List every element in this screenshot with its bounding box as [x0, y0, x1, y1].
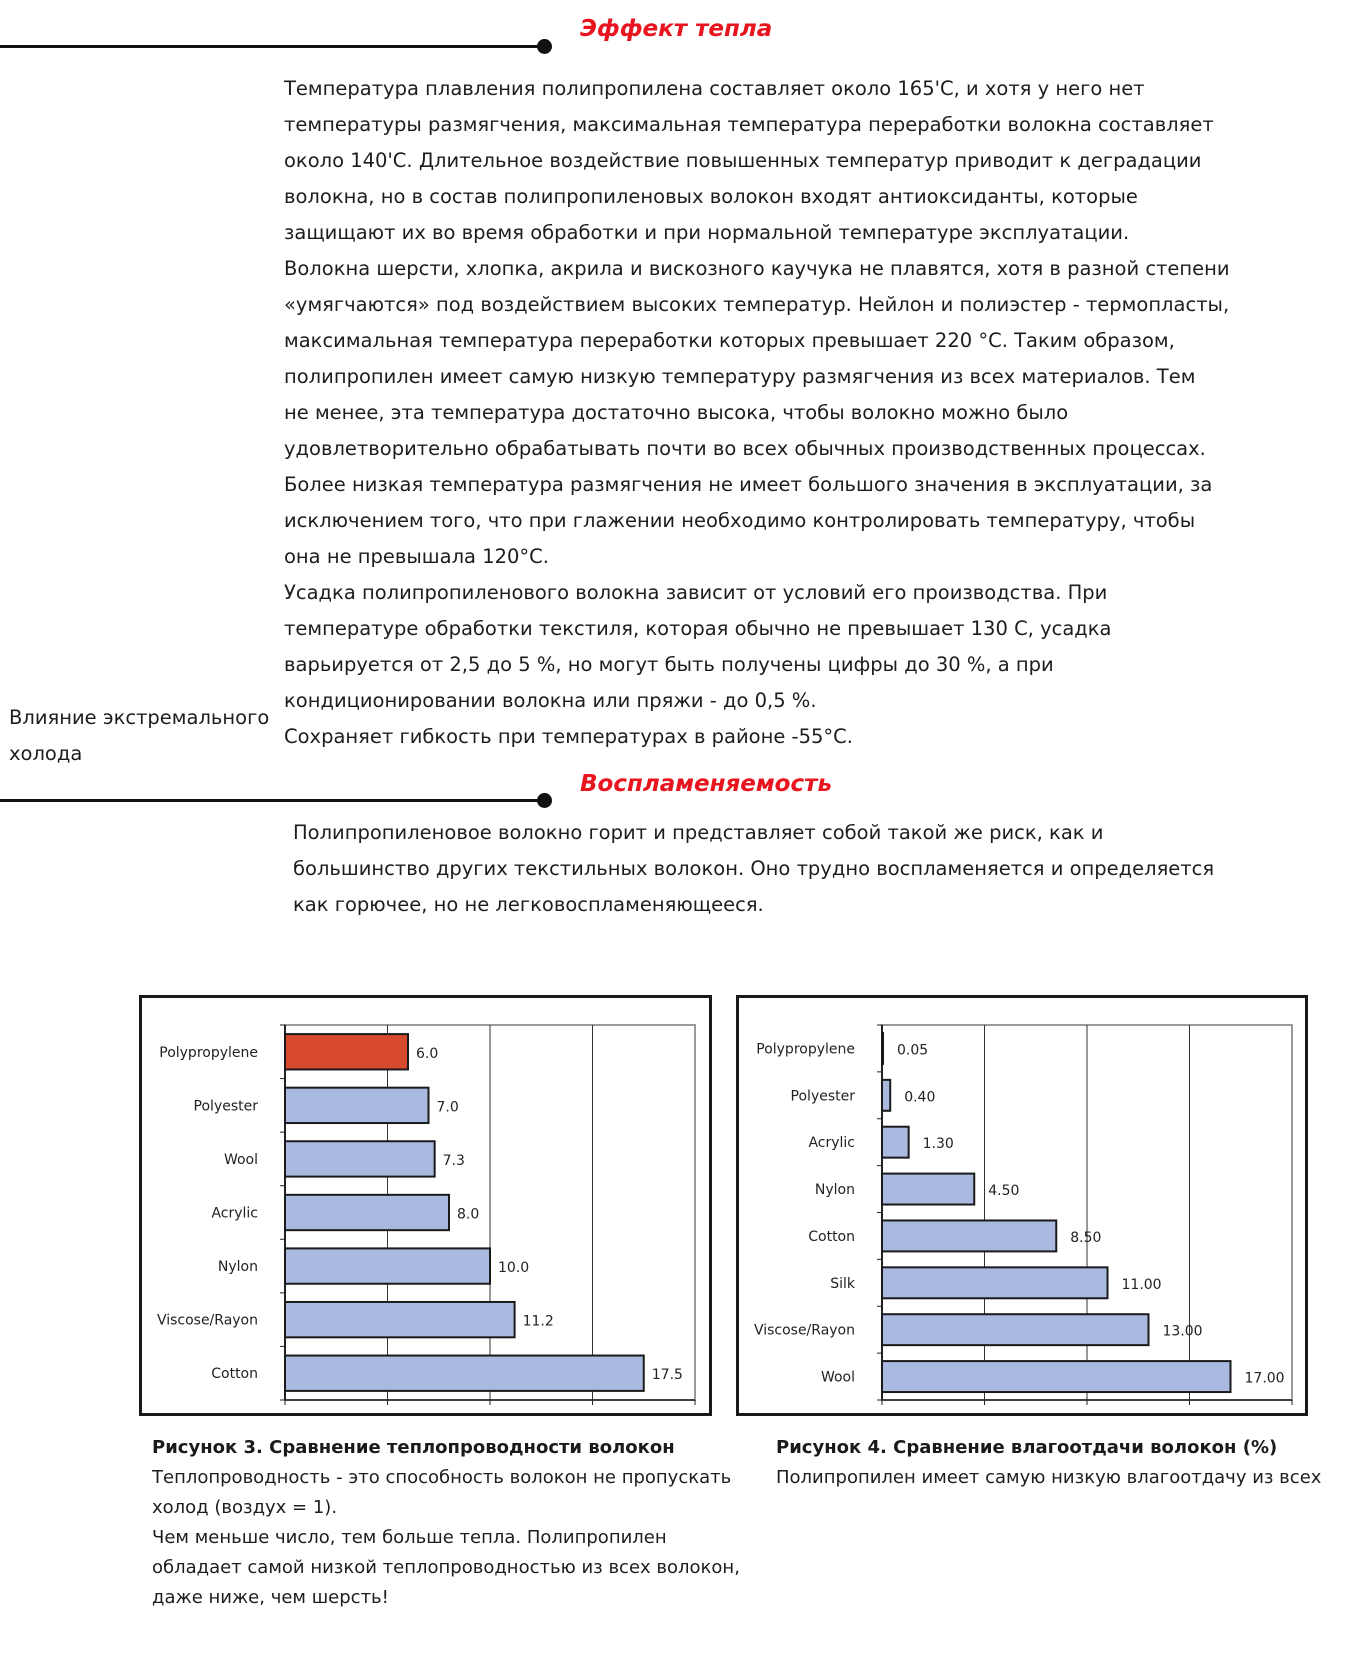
- text-line: Температура плавления полипропилена составляет около 165'С, и хотя у него нет: [284, 77, 1145, 100]
- text-line: кондиционировании волокна или пряжи - до 0,5 %.: [284, 689, 817, 712]
- value-label: 17.00: [1244, 1370, 1285, 1387]
- divider-dot: [537, 793, 552, 808]
- divider-dot: [537, 39, 552, 54]
- bar-polypropylene: [285, 1034, 408, 1069]
- caption-line: Полипропилен имеет самую низкую влагоотдачу из всех: [776, 1467, 1322, 1488]
- bar-viscose-rayon: [882, 1314, 1149, 1345]
- value-label: 7.3: [442, 1152, 465, 1169]
- bar-nylon: [285, 1248, 490, 1283]
- category-label: Silk: [830, 1275, 855, 1292]
- bar-viscose-rayon: [285, 1302, 515, 1337]
- text-line: Усадка полипропиленового волокна зависит от условий его производства. При: [284, 581, 1108, 604]
- text-line: температуре обработки текстиля, которая обычно не превышает 130 С, усадка: [284, 617, 1112, 640]
- cold-label: [9, 700, 269, 772]
- value-label: 0.05: [897, 1042, 929, 1059]
- text-line: «умягчаются» под воздействием высоких температур. Нейлон и полиэстер - термопласты,: [284, 293, 1230, 316]
- value-label: 11.00: [1121, 1276, 1162, 1293]
- bar-wool: [285, 1141, 435, 1176]
- bar-acrylic: [882, 1127, 909, 1158]
- chart-svg: [739, 998, 1305, 1413]
- text-line: не менее, эта температура достаточно высока, чтобы волокно можно было: [284, 401, 1069, 424]
- figure4-caption-title: Рисунок 4. Сравнение влагоотдачи волокон (%): [776, 1437, 1278, 1458]
- text-line: волокна, но в состав полипропиленовых волокон входят антиоксиданты, которые: [284, 185, 1138, 208]
- value-label: 8.0: [457, 1206, 480, 1223]
- text-line: полипропилен имеет самую низкую температуру размягчения из всех материалов. Тем: [284, 365, 1196, 388]
- category-label: Nylon: [814, 1182, 855, 1199]
- bar-acrylic: [285, 1195, 449, 1230]
- figure4-caption: [776, 1433, 1321, 1493]
- bar-wool: [882, 1361, 1231, 1392]
- caption-line: холод (воздух = 1).: [152, 1497, 338, 1518]
- text-line: как горючее, но не легковоспламеняющееся.: [293, 893, 764, 916]
- figure3-caption-title: Рисунок 3. Сравнение теплопроводности волокон: [152, 1437, 675, 1458]
- text-line: Сохраняет гибкость при температурах в районе -55°С.: [284, 725, 853, 748]
- caption-line: Теплопроводность - это способность волокон не пропускать: [152, 1467, 732, 1488]
- text-line: температуры размягчения, максимальная температура переработки волокна составляет: [284, 113, 1214, 136]
- section-divider-heat: [0, 45, 545, 48]
- section-divider-flammability: [0, 799, 545, 802]
- caption-line: даже ниже, чем шерсть!: [152, 1587, 389, 1608]
- chart-svg: [142, 998, 709, 1413]
- flammability-text: [293, 815, 1214, 923]
- category-label: Acrylic: [808, 1135, 855, 1152]
- value-label: 11.2: [522, 1313, 554, 1330]
- category-label: Acrylic: [211, 1205, 258, 1222]
- bar-cotton: [882, 1220, 1056, 1251]
- text-line: защищают их во время обработки и при нормальной температуре эксплуатации.: [284, 221, 1130, 244]
- value-label: 6.0: [416, 1045, 439, 1062]
- value-label: 8.50: [1070, 1229, 1102, 1246]
- thermal-conductivity-chart: [139, 995, 712, 1416]
- value-label: 1.30: [922, 1136, 954, 1153]
- text-line: варьируется от 2,5 до 5 %, но могут быть получены цифры до 30 %, а при: [284, 653, 1054, 676]
- bar-polyester: [285, 1088, 429, 1123]
- text-line: максимальная температура переработки которых превышает 220 °С. Таким образом,: [284, 329, 1175, 352]
- category-label: Polypropylene: [159, 1044, 258, 1061]
- category-label: Viscose/Rayon: [753, 1322, 855, 1339]
- value-label: 17.5: [651, 1367, 683, 1384]
- text-line: Полипропиленовое волокно горит и представляет собой такой же риск, как и: [293, 821, 1104, 844]
- category-label: Cotton: [808, 1228, 855, 1245]
- bar-silk: [882, 1267, 1108, 1298]
- category-label: Polypropylene: [756, 1041, 855, 1058]
- bar-nylon: [882, 1174, 974, 1205]
- text-line: она не превышала 120°С.: [284, 545, 549, 568]
- text-line: Волокна шерсти, хлопка, акрила и вискозного каучука не плавятся, хотя в разной степени: [284, 257, 1230, 280]
- text-line: Более низкая температура размягчения не имеет большого значения в эксплуатации, за: [284, 473, 1213, 496]
- value-label: 4.50: [988, 1183, 1020, 1200]
- text-line: удовлетворительно обрабатывать почти во всех обычных производственных процессах.: [284, 437, 1206, 460]
- cold-label-line: Влияние экстремального: [9, 706, 270, 729]
- figure3-caption: [152, 1433, 740, 1613]
- category-label: Viscose/Rayon: [156, 1312, 258, 1329]
- bar-polyester: [882, 1080, 890, 1111]
- caption-line: Чем меньше число, тем больше тепла. Полипропилен: [152, 1527, 667, 1548]
- bar-polypropylene: [882, 1033, 883, 1064]
- moisture-regain-chart: [736, 995, 1308, 1416]
- value-label: 0.40: [904, 1089, 936, 1106]
- section-title-heat: Эффект тепла: [580, 16, 773, 42]
- value-label: 7.0: [436, 1099, 459, 1116]
- category-label: Polyester: [193, 1098, 258, 1115]
- section-title-flammability: Воспламеняемость: [580, 771, 832, 797]
- text-line: около 140'С. Длительное воздействие повышенных температур приводит к деградации: [284, 149, 1202, 172]
- text-line: исключением того, что при глажении необходимо контролировать температуру, чтобы: [284, 509, 1196, 532]
- heat-text: [284, 71, 1230, 755]
- category-label: Polyester: [790, 1088, 855, 1105]
- cold-label-line: холода: [9, 742, 83, 765]
- value-label: 13.00: [1162, 1323, 1203, 1340]
- bar-cotton: [285, 1356, 644, 1391]
- category-label: Wool: [820, 1369, 855, 1386]
- text-line: большинство других текстильных волокон. Оно трудно воспламеняется и определяется: [293, 857, 1215, 880]
- value-label: 10.0: [498, 1260, 530, 1277]
- caption-line: обладает самой низкой теплопроводностью из всех волокон,: [152, 1557, 740, 1578]
- category-label: Wool: [223, 1151, 258, 1168]
- category-label: Cotton: [211, 1366, 258, 1383]
- category-label: Nylon: [217, 1259, 258, 1276]
